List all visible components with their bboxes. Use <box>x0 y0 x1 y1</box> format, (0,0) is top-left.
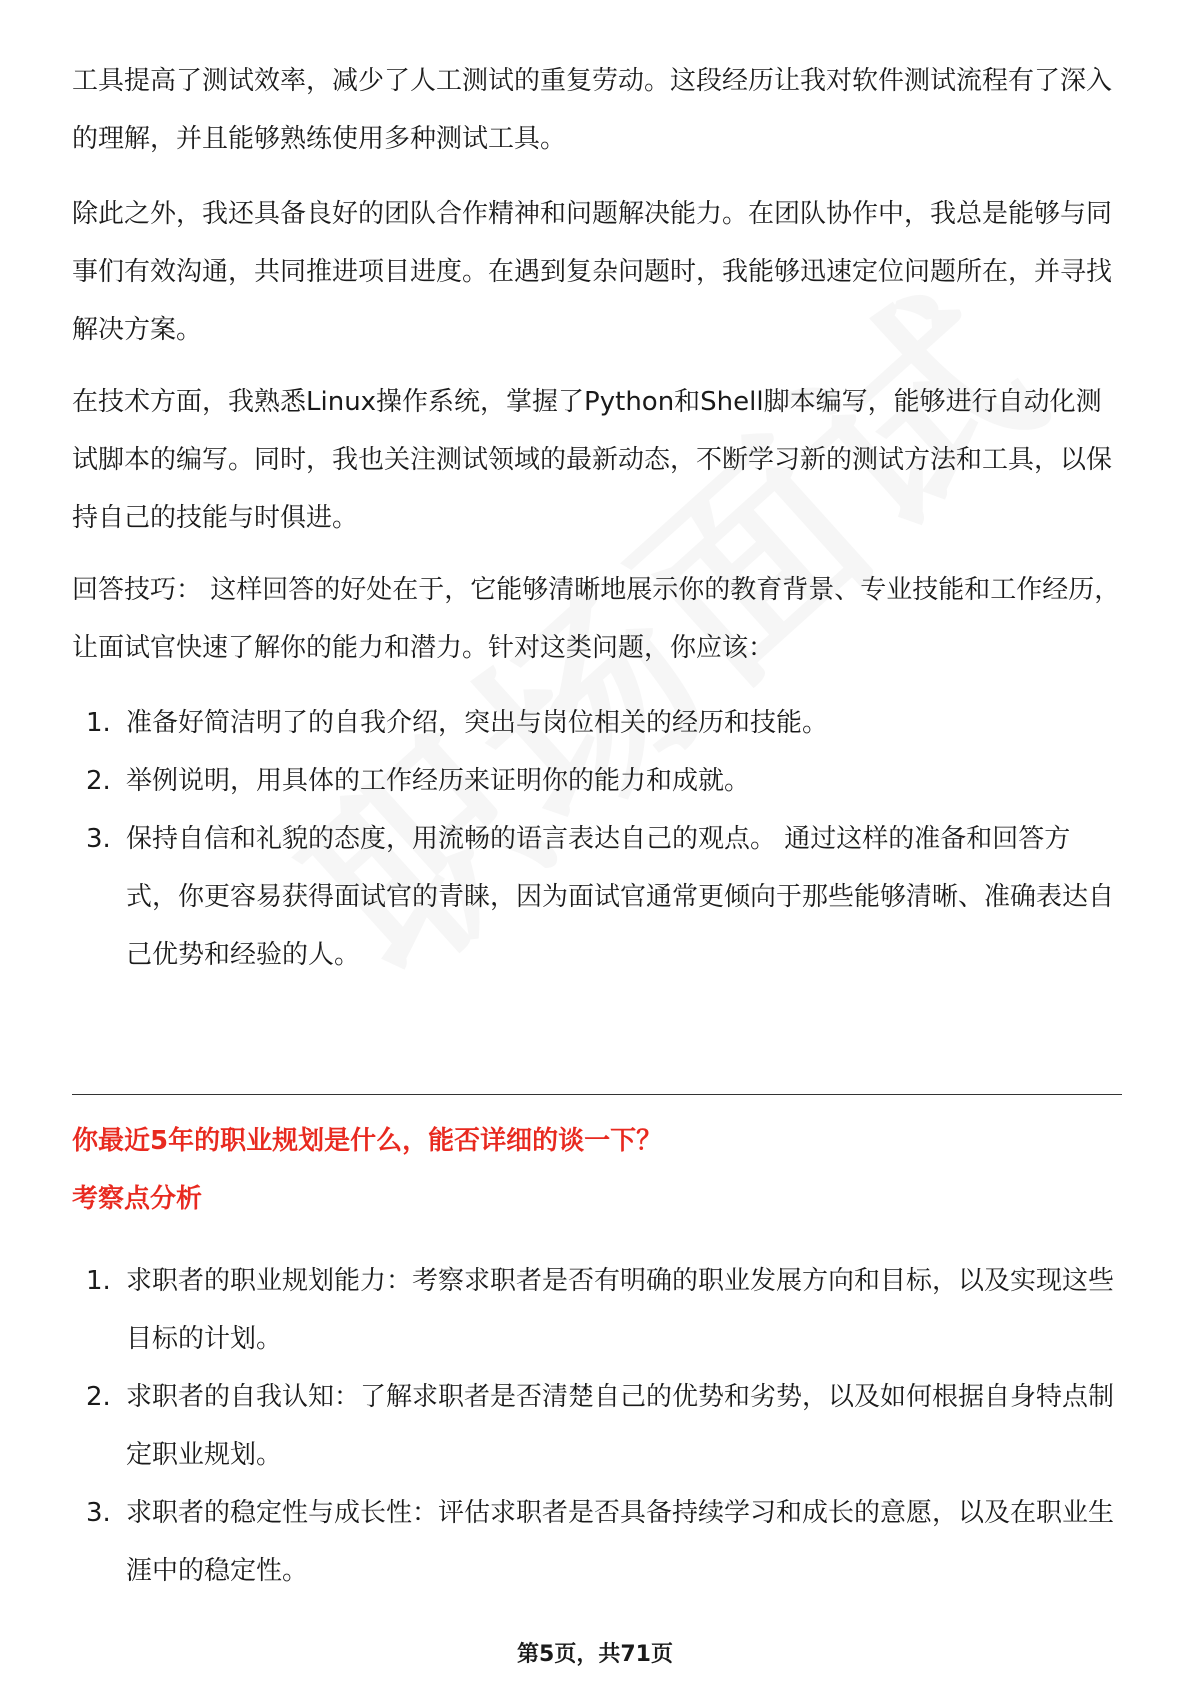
question-heading: 你最近5年的职业规划是什么，能否详细的谈一下？ <box>72 1126 663 1156</box>
list-text: 准备好简洁明了的自我介绍，突出与岗位相关的经历和技能。 <box>126 708 829 738</box>
paragraph-answer-tips: 回答技巧： 这样回答的好处在于，它能够清晰地展示你的教育背景、专业技能和工作经历，让面试官快速了解你的能力和潜力。针对这类问题，你应该： <box>72 575 1121 663</box>
analysis-list <box>72 1252 1122 1600</box>
list-number: 3. <box>86 1498 111 1528</box>
list-text: 举例说明，用具体的工作经历来证明你的能力和成就。 <box>126 766 751 796</box>
list-text: 保持自信和礼貌的态度，用流畅的语言表达自己的观点。 通过这样的准备和回答方式，你更容易获得面试官的青睐，因为面试官通常更倾向于那些能够清晰、准确表达自己优势和经验的人。 <box>126 824 1115 970</box>
analysis-heading: 考察点分析 <box>72 1184 203 1214</box>
paragraph-technical-skills: 在技术方面，我熟悉Linux操作系统，掌握了Python和Shell脚本编写，能够进行自动化测试脚本的编写。同时，我也关注测试领域的最新动态，不断学习新的测试方法和工具，以保持自己的技能与时俱进。 <box>72 387 1113 533</box>
list-number: 2. <box>86 1382 111 1412</box>
list-item <box>72 752 1122 810</box>
list-text: 求职者的职业规划能力：考察求职者是否有明确的职业发展方向和目标，以及实现这些目标的计划。 <box>126 1266 1115 1354</box>
section-divider <box>72 1094 1122 1095</box>
list-item <box>72 1368 1122 1484</box>
list-item <box>72 1484 1122 1600</box>
list-number: 1. <box>86 1266 111 1296</box>
list-number: 1. <box>86 708 111 738</box>
paragraph-test-tools: 工具提高了测试效率，减少了人工测试的重复劳动。这段经历让我对软件测试流程有了深入的理解，并且能够熟练使用多种测试工具。 <box>72 66 1113 154</box>
list-item <box>72 1252 1122 1368</box>
page-number: 第5页，共71页 <box>517 1642 673 1667</box>
list-number: 2. <box>86 766 111 796</box>
list-number: 3. <box>86 824 111 854</box>
list-item <box>72 694 1122 752</box>
list-text: 求职者的稳定性与成长性：评估求职者是否具备持续学习和成长的意愿，以及在职业生涯中的稳定性。 <box>126 1498 1115 1586</box>
list-item <box>72 810 1122 984</box>
list-text: 求职者的自我认知：了解求职者是否清楚自己的优势和劣势，以及如何根据自身特点制定职业规划。 <box>126 1382 1115 1470</box>
paragraph-teamwork: 除此之外，我还具备良好的团队合作精神和问题解决能力。在团队协作中，我总是能够与同事们有效沟通，共同推进项目进度。在遇到复杂问题时，我能够迅速定位问题所在，并寻找解决方案。 <box>72 199 1113 345</box>
tips-list <box>72 694 1122 984</box>
